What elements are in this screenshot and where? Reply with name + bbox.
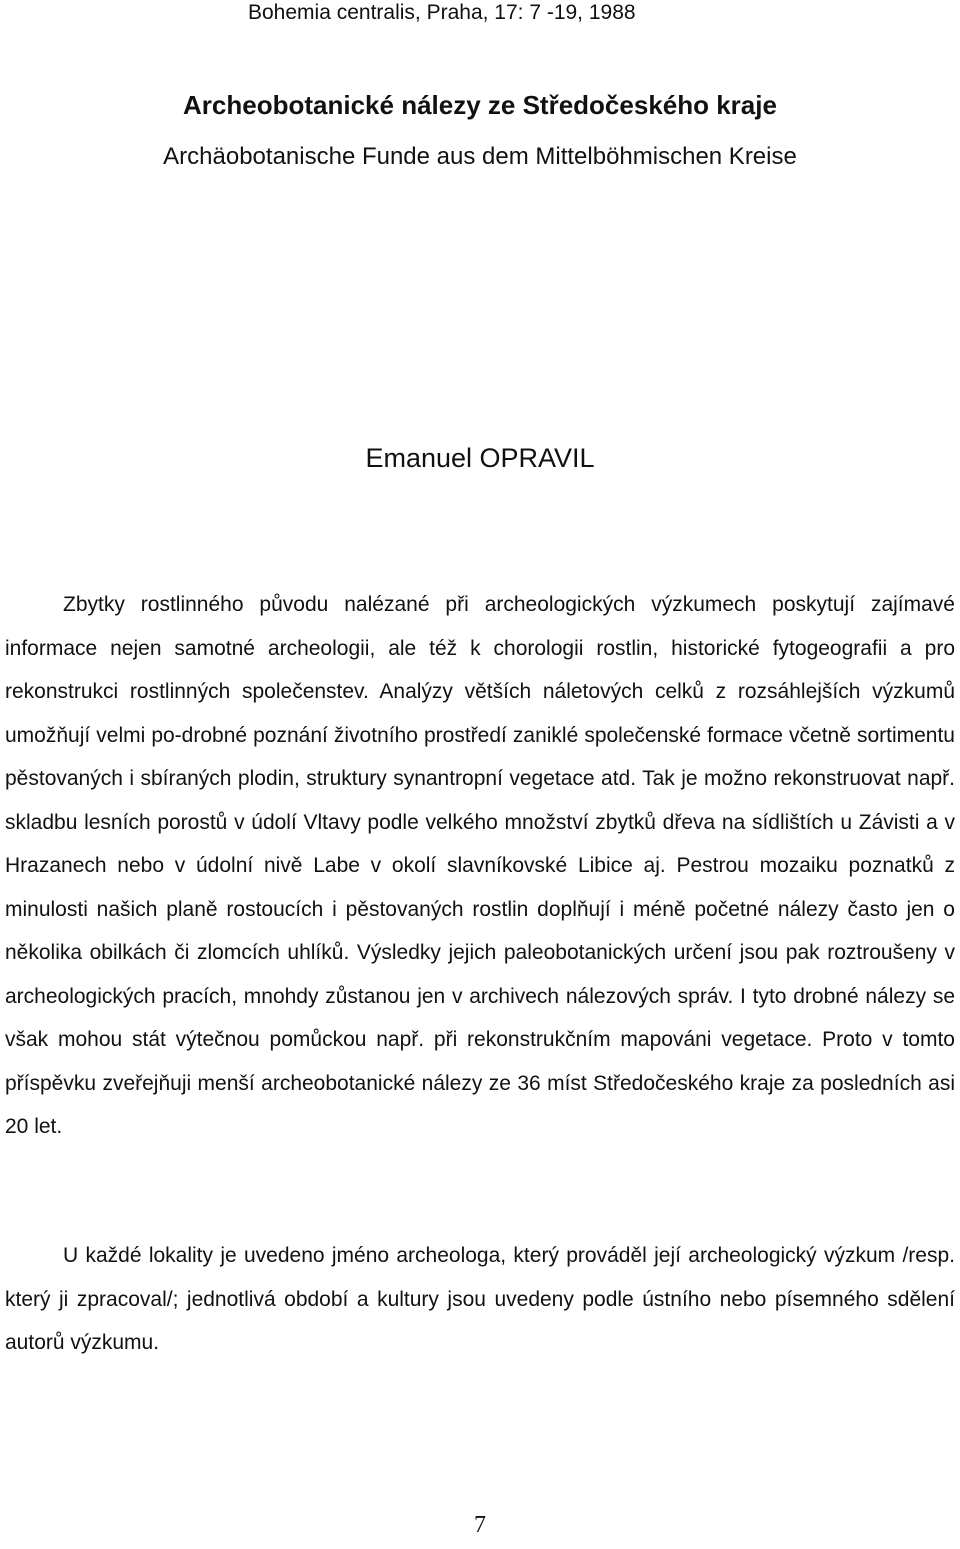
journal-citation: Bohemia centralis, Praha, 17: 7 -19, 1988: [248, 1, 636, 24]
article-title: Archeobotanické nálezy ze Středočeského kraje: [183, 90, 777, 120]
page-number: 7: [474, 1512, 486, 1538]
article-subtitle: Archäobotanische Funde aus dem Mittelböhmischen Kreise: [163, 143, 797, 170]
body-paragraph: Zbytky rostlinného původu nalézané při archeologických výzkumech poskytují zajímavé informace nejen samotné archeologii, ale též k chorologii rostlin, historické fytogeografii a pro rekonstrukci rostlinných společenstev. Analýzy větších náletových celků z rozsáhlejších výzkumů umožňují velmi po-drobné poznání životního prostředí zaniklé společenské formace včetně sortimentu pěstovaných i sbíraných plodin, struktury synantropní vegetace atd. Tak je možno rekonstruovat např. skladbu lesních porostů v údolí Vltavy podle velkého množství zbytků dřeva na sídlištích u Závisti a v Hrazanech nebo v údolní nivě Labe v okolí slavníkovské Libice aj. Pestrou mozaiku poznatků z minulosti našich planě rostoucích i pěstovaných rostlin doplňují i méně početné nálezy často jen o několika obilkách či zlomcích uhlíků. Výsledky jejich paleobotanických určení jsou pak roztroušeny v archeologických pracích, mnohdy zůstanou jen v archivech nálezových správ. I tyto drobné nálezy se však mohou stát výtečnou pomůckou např. při rekonstrukčním mapováni vegetace. Proto v tomto příspěvku zveřejňuji menší archeobotanické nálezy ze 36 míst Středočeského kraje za posledních asi 20 let.: [5, 593, 955, 1138]
body-paragraph: U každé lokality je uvedeno jméno archeologa, který prováděl její archeologický výzkum /resp. který ji zpracoval/; jednotlivá období a kultury jsou uvedeny podle ústního nebo písemného sdělení autorů výzkumu.: [5, 1244, 955, 1354]
article-author: Emanuel OPRAVIL: [365, 443, 595, 473]
